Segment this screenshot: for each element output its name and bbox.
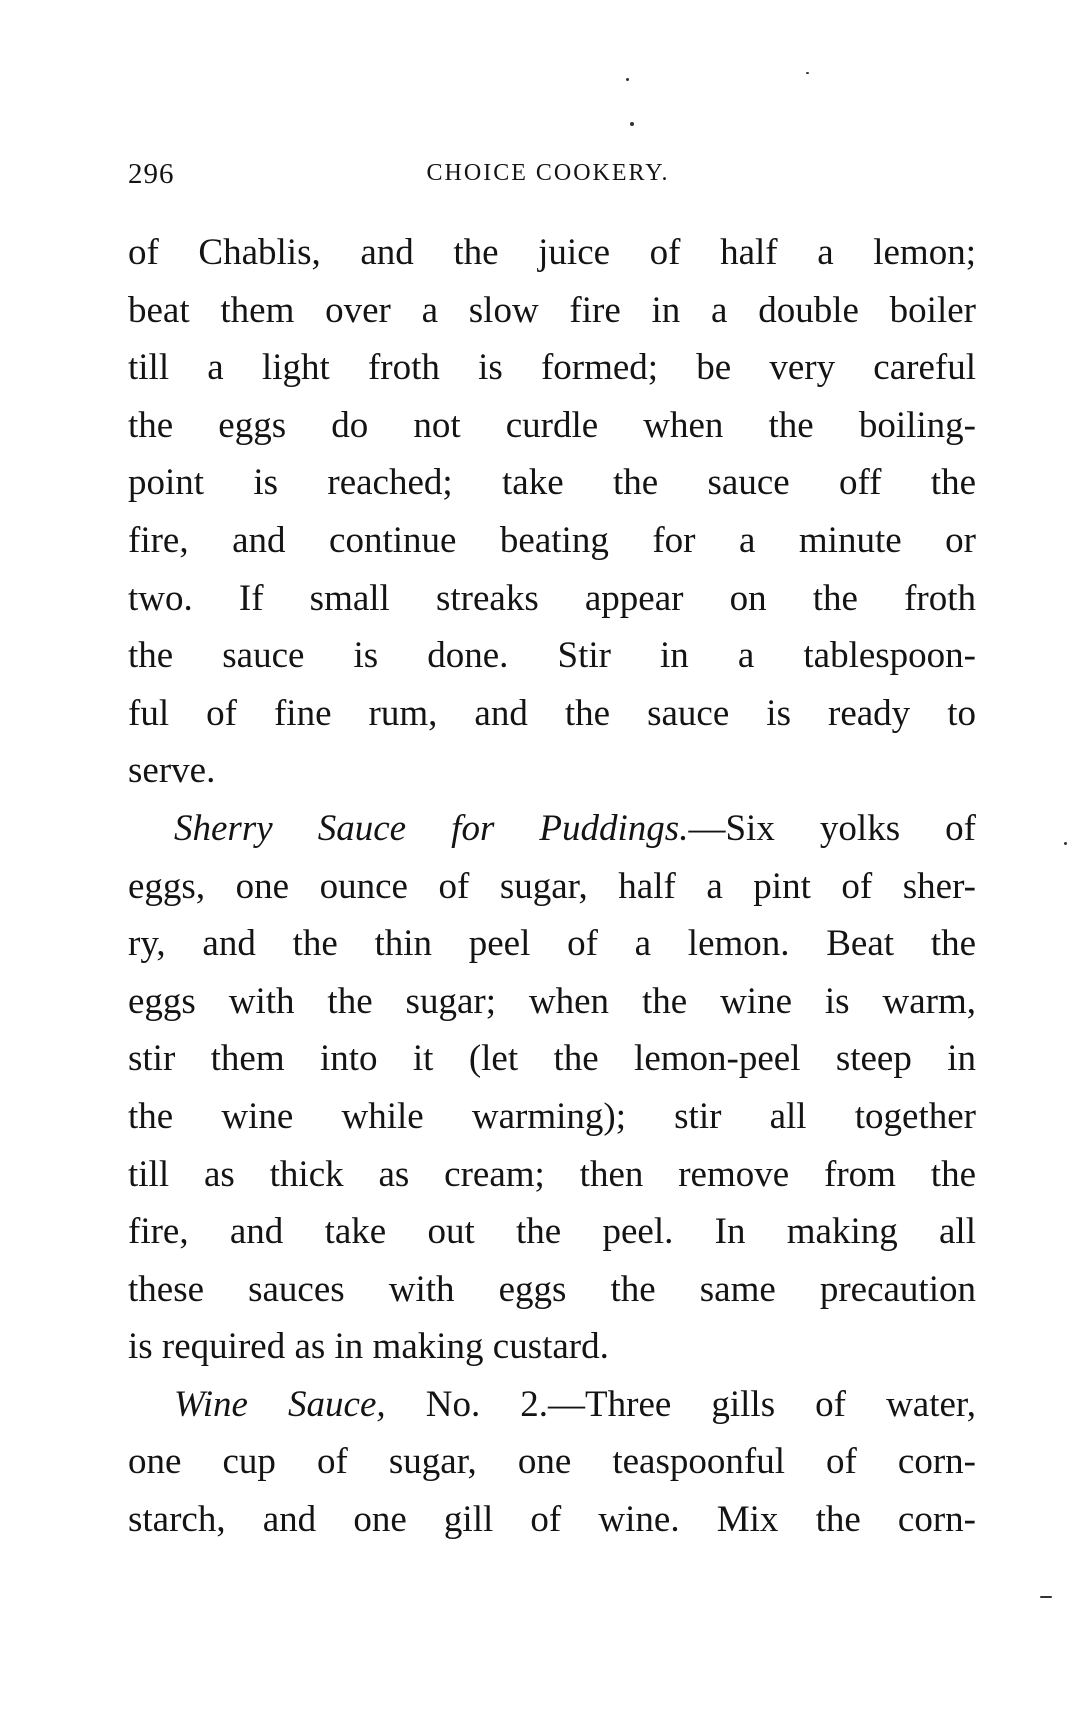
scan-speck: [630, 122, 634, 126]
text-line: these sauces with eggs the same precaution: [128, 1268, 976, 1310]
recipe-title: Wine Sauce,: [174, 1383, 386, 1425]
body-text: [128, 224, 976, 1549]
text-line: till as thick as cream; then remove from the: [128, 1153, 976, 1195]
text-line: till a light froth is formed; be very careful: [128, 347, 976, 389]
text-line: eggs, one ounce of sugar, half a pint of sher-: [128, 865, 976, 907]
running-head: CHOICE COOKERY.: [426, 160, 670, 186]
recipe-first-line-text: —Six yolks of: [688, 807, 977, 849]
page-number: 296: [128, 158, 175, 190]
text-line: of Chablis, and the juice of half a lemon;: [128, 232, 976, 273]
scan-speck: [806, 72, 809, 74]
recipe-first-line: [128, 800, 976, 858]
text-line: the sauce is done. Stir in a tablespoon-: [128, 635, 976, 677]
recipe-title: Sherry Sauce for Puddings.: [174, 807, 689, 849]
text-line: ry, and the thin peel of a lemon. Beat the: [128, 923, 976, 965]
recipe-first-line-text: No. 2.—Three gills of water,: [385, 1383, 977, 1425]
text-line: eggs with the sugar; when the wine is warm,: [128, 980, 976, 1022]
text-line: one cup of sugar, one teaspoonful of corn-: [128, 1441, 976, 1483]
scan-speck: [626, 78, 629, 81]
text-line: is required as in making custard.: [128, 1326, 609, 1368]
text-line: point is reached; take the sauce off the: [128, 462, 976, 504]
text-line: fire, and take out the peel. In making all: [128, 1211, 976, 1253]
text-line: beat them over a slow fire in a double boiler: [128, 289, 976, 331]
text-line: the wine while warming); stir all together: [128, 1095, 976, 1137]
scan-speck: [1040, 1596, 1052, 1598]
text-line: ful of fine rum, and the sauce is ready to: [128, 692, 976, 734]
text-line: serve.: [128, 750, 216, 792]
page-header: [128, 158, 968, 198]
text-line: the eggs do not curdle when the boiling-: [128, 404, 976, 446]
text-line: two. If small streaks appear on the froth: [128, 577, 976, 619]
recipe-first-line: [128, 1376, 976, 1434]
text-line: fire, and continue beating for a minute or: [128, 519, 976, 561]
text-line: starch, and one gill of wine. Mix the corn-: [128, 1499, 976, 1541]
text-line: stir them into it (let the lemon-peel steep in: [128, 1038, 976, 1080]
scan-speck: [1064, 842, 1067, 845]
